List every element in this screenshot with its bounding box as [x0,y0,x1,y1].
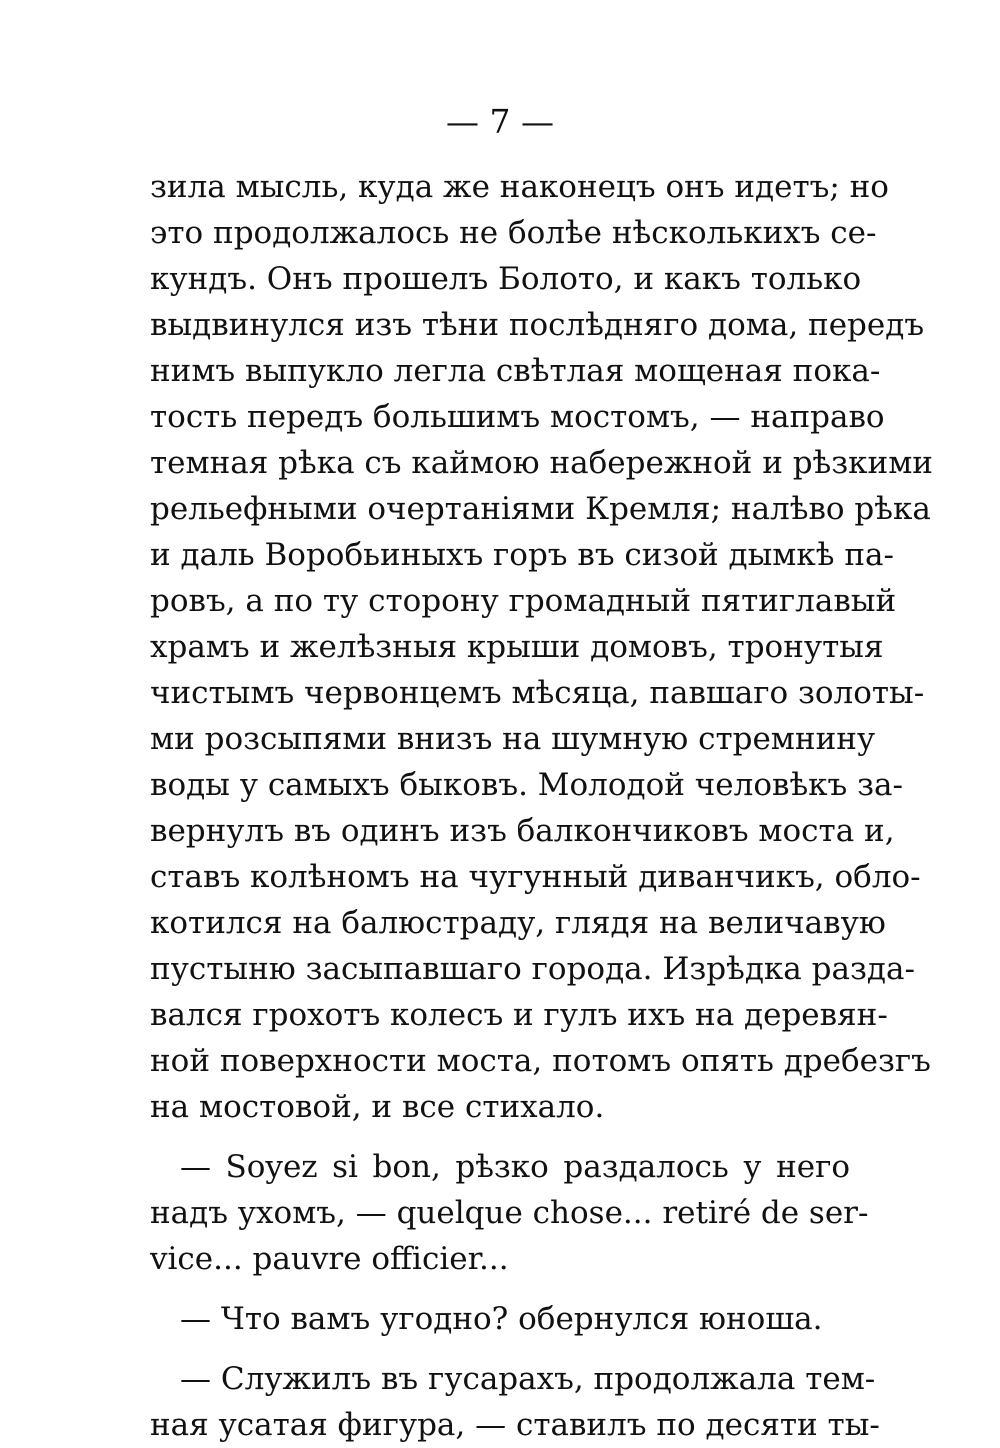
text-line: ной поверхности моста, потомъ опять дребезгъ [150,1043,931,1079]
paragraph-gap [150,1282,850,1296]
text-line: храмъ и желѣзныя крыши домовъ, тронутыя [150,629,884,665]
text-line: вался грохотъ колесъ и гулъ ихъ на деревян- [150,997,888,1033]
text-block [150,164,933,1448]
text-line: воды у самыхъ быковъ. Молодой человѣкъ за- [150,767,903,803]
paragraph-1 [150,164,933,1130]
text-line: надъ ухомъ, — quelque chose... retiré de ser- [150,1195,869,1231]
text-line: на мостовой, и все стихало. [150,1089,605,1125]
text-line: вернулъ въ одинъ изъ балкончиковъ моста и, [150,813,895,849]
text-line: ми розсыпями внизъ на шумную стремнину [150,721,876,757]
text-line: — Soyez si bon, рѣзко раздалось у него [180,1149,850,1185]
page-number: — 7 — [446,102,554,141]
paragraph-3 [150,1296,850,1342]
text-line: зила мысль, куда же наконецъ онъ идетъ; но [150,169,889,205]
text-line: рельефными очертаніями Кремля; налѣво рѣка [150,491,931,527]
paragraph-gap [150,1342,850,1356]
paragraph-4 [150,1356,880,1448]
text-line: и даль Воробьиныхъ горъ въ сизой дымкѣ па- [150,537,894,573]
text-line: vice... pauvre officier... [150,1241,509,1277]
text-line: это продолжалось не болѣе нѣсколькихъ се- [150,215,877,251]
text-line: — Служилъ въ гусарахъ, продолжала тем- [180,1361,876,1397]
text-line: тость передъ большимъ мостомъ, — направо [150,399,885,435]
text-line: ставъ колѣномъ на чугунный диванчикъ, обло- [150,859,921,895]
text-line: пустыню засыпавшаго города. Изрѣдка разда- [150,951,915,987]
text-line: чистымъ червонцемъ мѣсяца, павшаго золоты- [150,675,925,711]
paragraph-gap [150,1130,850,1144]
text-line: кундъ. Онъ прошелъ Болото, и какъ только [150,261,862,297]
text-line: нимъ выпукло легла свѣтлая мощеная пока- [150,353,881,389]
text-line: темная рѣка съ каймою набережной и рѣзкими [150,445,933,481]
text-line: — Что вамъ угодно? обернулся юноша. [180,1301,823,1337]
paragraph-2 [150,1144,869,1282]
text-line: ровъ, а по ту сторону громадный пятиглавый [150,583,897,619]
text-line: ная усатая фигура, — ставилъ по десяти ты- [150,1407,880,1443]
text-line: котился на балюстраду, глядя на величавую [150,905,886,941]
text-line: выдвинулся изъ тѣни послѣдняго дома, передъ [150,307,925,343]
